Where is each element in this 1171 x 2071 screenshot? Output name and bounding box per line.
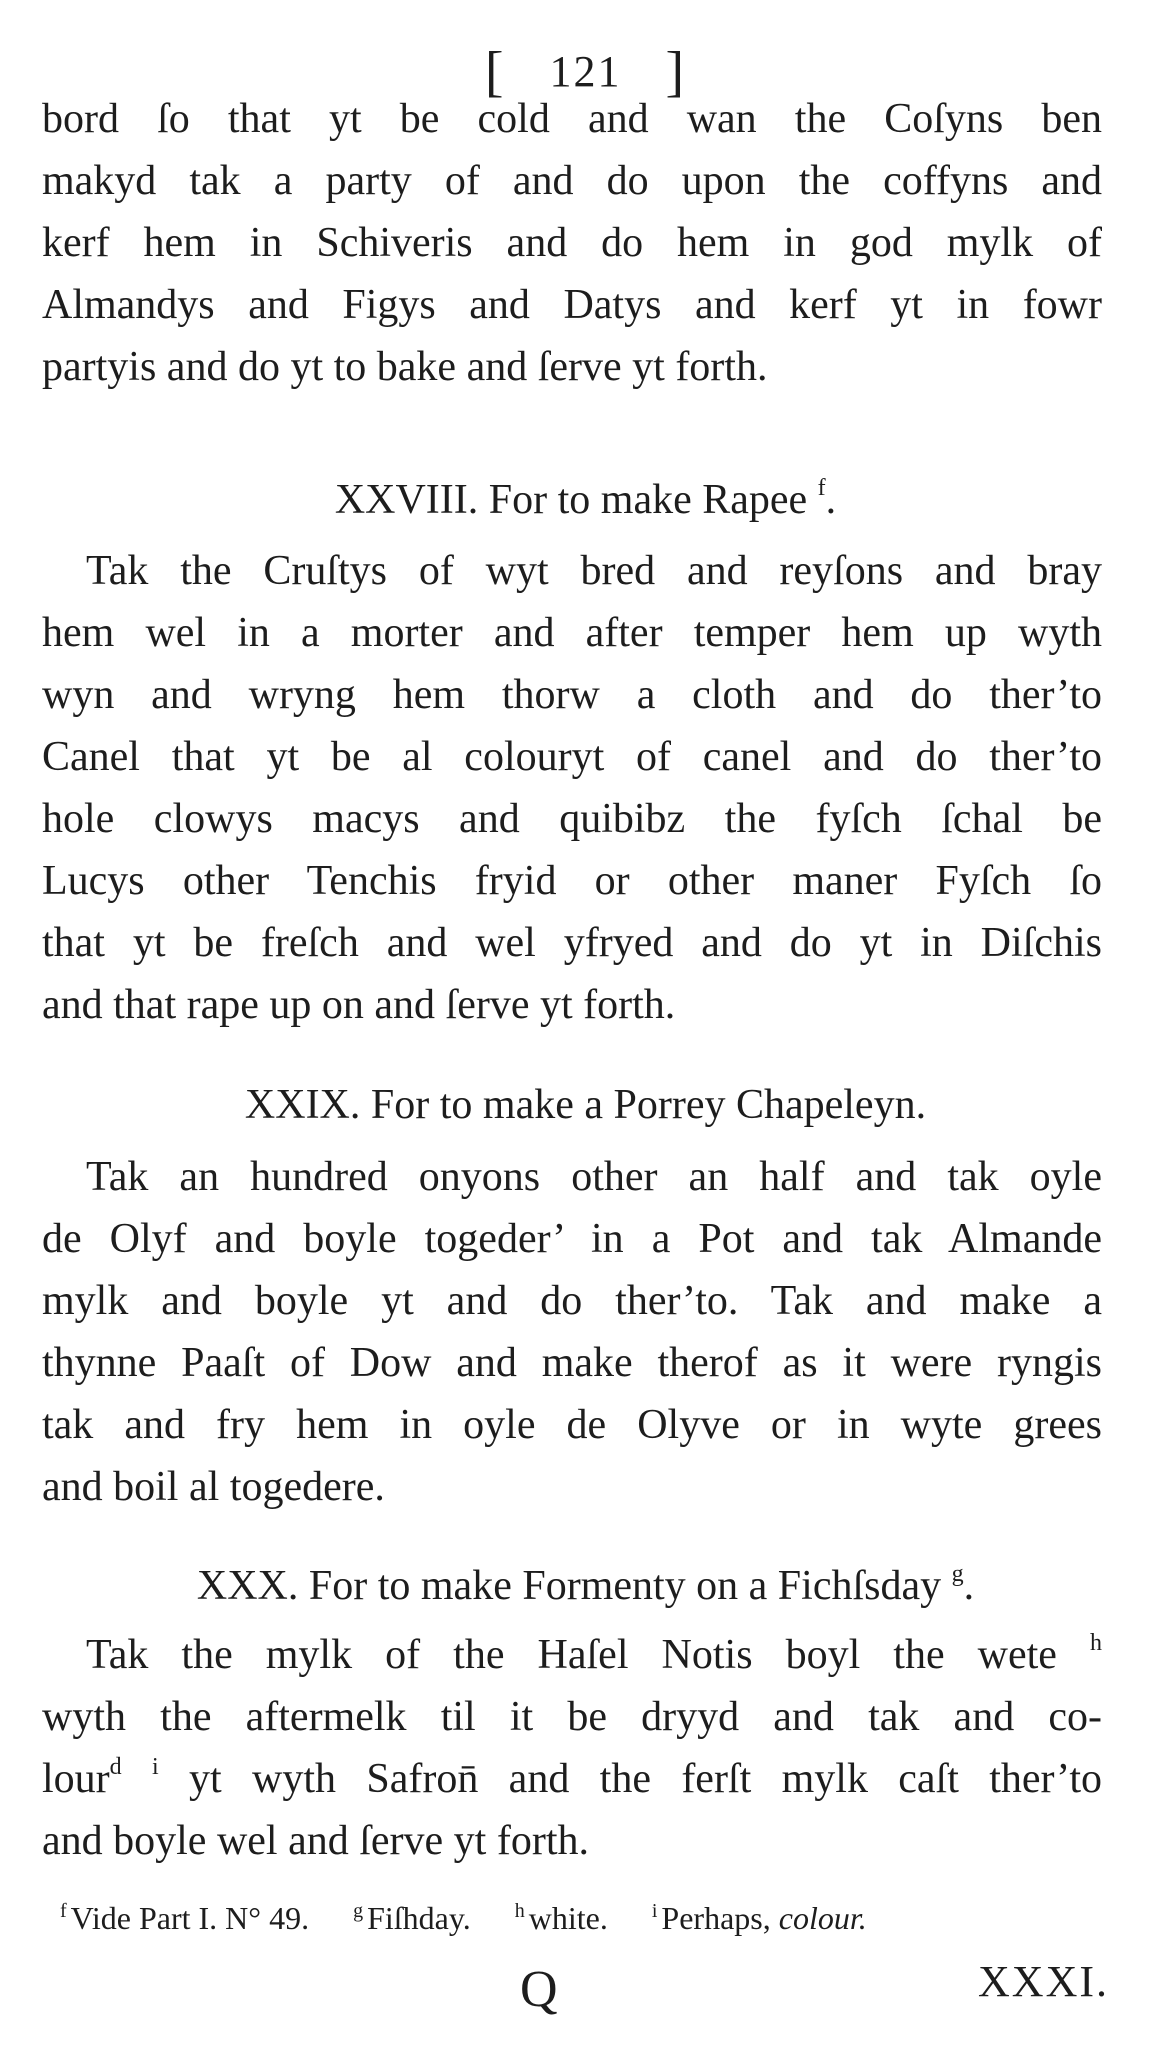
bracket-open: [	[484, 41, 506, 103]
footnote-mark: i	[152, 1754, 159, 1780]
footnotes	[60, 1900, 1140, 1937]
text-line: Almandys and Figys and Datys and kerf yt in fowr	[42, 282, 1102, 328]
text-line: bord ſo that yt be cold and wan the Coſyns ben	[42, 96, 1102, 142]
footnote-h	[515, 1900, 608, 1937]
text-line: hem wel in a morter and after temper hem up wyth	[42, 610, 1102, 656]
text-line: makyd tak a party of and do upon the coffyns and	[42, 158, 1102, 204]
text-line: kerf hem in Schiveris and do hem in god mylk of	[42, 220, 1102, 266]
heading-end: .	[825, 477, 837, 523]
intro-paragraph	[42, 88, 1102, 398]
text-line: Lucys other Tenchis fryid or other maner Fyſch ſo	[42, 858, 1102, 904]
heading-text: XXIX. For to make a Porrey Chapeleyn.	[244, 1082, 927, 1128]
text-line: and that rape up on and ſerve yt forth.	[42, 982, 676, 1028]
text-line: hole clowys macys and quibibz the fyſch ſchal be	[42, 796, 1102, 842]
heading-text: XXVIII. For to make Rapee	[334, 477, 808, 523]
heading-text: XXX. For to make Formenty on a Fichſsday	[196, 1563, 942, 1609]
catchword: XXXI.	[978, 1957, 1109, 2006]
text-line: that yt be freſch and wel yfryed and do yt in Diſchis	[42, 920, 1102, 966]
line-text: lour	[42, 1756, 110, 1802]
footnote-mark: h	[1090, 1630, 1102, 1656]
text-line: wyth the aftermelk til it be dryyd and tak and co-	[42, 1694, 1102, 1740]
text-line: Tak an hundred onyons other an half and tak oyle	[86, 1154, 1102, 1200]
section-heading-xxx	[0, 1556, 1171, 1616]
text-line: mylk and boyle yt and do ther’to. Tak and make a	[42, 1278, 1102, 1324]
footnote-text: Vide Part I. N° 49.	[70, 1900, 310, 1936]
footnote-mark: f	[60, 1900, 67, 1922]
text-line: and boyle wel and ſerve yt forth.	[42, 1818, 589, 1864]
text-line: partyis and do yt to bake and ſerve yt forth.	[42, 344, 768, 390]
text-line: Tak the Cruſtys of wyt bred and reyſons and bray	[86, 548, 1102, 594]
footnote-mark: i	[651, 1900, 658, 1922]
footnote-i	[652, 1900, 867, 1937]
text-line: and boil al togedere.	[42, 1464, 385, 1510]
text-line	[42, 1624, 1102, 1686]
page-number: 121	[549, 47, 622, 96]
section-body-xxviii	[42, 540, 1102, 1036]
text-line: wyn and wryng hem thorw a cloth and do ther’to	[42, 672, 1102, 718]
footnote-mark: g	[353, 1900, 364, 1922]
text-line: Canel that yt be al colouryt of canel and do ther’to	[42, 734, 1102, 780]
line-text: Tak the mylk of the Haſel Notis boyl the wete	[86, 1632, 1057, 1678]
footnote-mark: g	[951, 1561, 964, 1587]
line-text: yt wyth Safron̄ and the ferſt mylk caſt ther’to	[189, 1756, 1102, 1802]
signature-mark: Q	[520, 1961, 560, 2018]
text-line	[42, 1748, 1102, 1810]
footnote-mark: d	[109, 1754, 122, 1780]
footnote-mark: f	[817, 475, 826, 501]
text-line: tak and fry hem in oyle de Olyve or in wyte grees	[42, 1402, 1102, 1448]
footnote-g	[353, 1900, 471, 1937]
section-heading-xxviii	[0, 470, 1171, 530]
footnote-mark: h	[514, 1900, 525, 1922]
text-line: thynne Paaſt of Dow and make therof as it were ryngis	[42, 1340, 1102, 1386]
section-body-xxx	[42, 1624, 1102, 1872]
section-heading-xxix	[0, 1075, 1171, 1135]
text-line: de Olyf and boyle togeder’ in a Pot and tak Almande	[42, 1216, 1102, 1262]
bracket-close: ]	[665, 41, 687, 103]
footnote-text: Fiſhday.	[367, 1900, 471, 1936]
footnote-text: white.	[528, 1900, 608, 1936]
section-body-xxix	[42, 1146, 1102, 1518]
footnote-italic: colour.	[778, 1900, 867, 1936]
footnote-f	[60, 1900, 309, 1937]
heading-end: .	[963, 1563, 975, 1609]
footnote-text: Perhaps,	[661, 1900, 771, 1936]
